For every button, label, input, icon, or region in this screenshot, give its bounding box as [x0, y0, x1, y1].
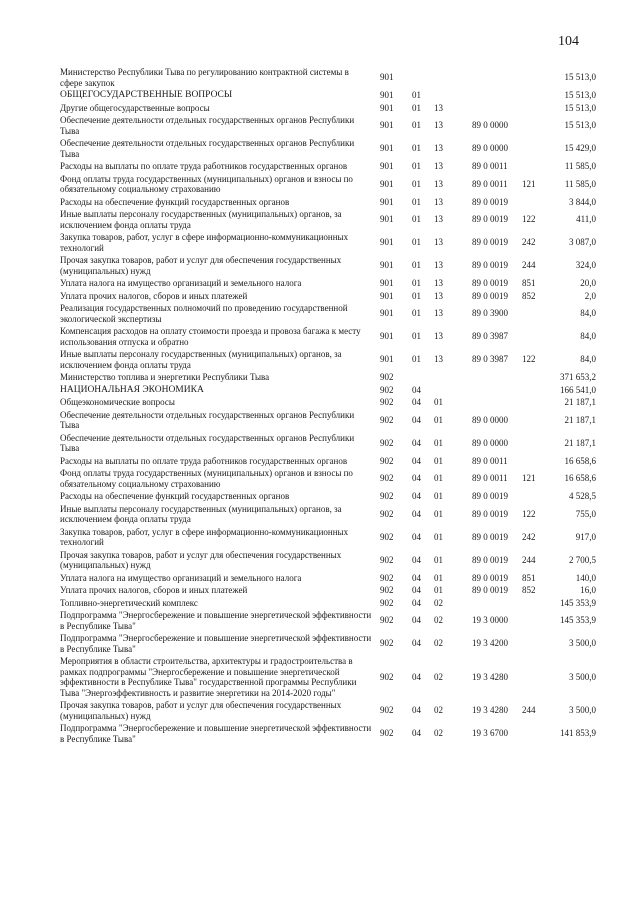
target-article-code: 89 0 3900 — [472, 308, 508, 319]
subsection-code: 02 — [434, 705, 443, 716]
line-item-name: Прочая закупка товаров, работ и услуг для обеспечения государственных (муниципальных) нужд — [60, 700, 342, 721]
expense-type-code — [522, 160, 552, 173]
expense-type-code — [522, 114, 552, 137]
subsection-code: 13 — [434, 354, 443, 365]
target-article-code — [472, 66, 522, 89]
section-code: 04 — [412, 455, 421, 466]
amount: 324,0 — [575, 260, 596, 271]
section-code: 04 — [412, 531, 421, 542]
table-row — [60, 455, 596, 468]
target-article-code: 89 0 0019 — [472, 572, 508, 583]
table-row — [60, 302, 596, 325]
expense-type-code — [522, 609, 552, 632]
table-row — [60, 231, 596, 254]
table-row — [60, 89, 596, 102]
expense-type-code — [522, 432, 552, 455]
table-row — [60, 277, 596, 290]
target-article-code: 19 3 4200 — [472, 638, 508, 649]
line-item-name: Реализация государственных полномочий по проведению государственной экологической экспертизы — [60, 303, 348, 324]
expense-type-code — [522, 302, 552, 325]
line-item-name: Министерство топлива и энергетики Республики Тыва — [60, 372, 270, 382]
ministry-code: 901 — [380, 260, 394, 271]
table-row — [60, 432, 596, 455]
amount: 3 844,0 — [569, 196, 596, 207]
expense-type-code: 122 — [522, 508, 536, 519]
amount: 141 853,9 — [560, 728, 596, 739]
line-item-name: Уплата налога на имущество организаций и земельного налога — [60, 278, 302, 288]
line-item-name: Подпрограмма "Энергосбережение и повышение энергетической эффективности в Республике Тыва" — [60, 723, 372, 744]
subsection-code: 02 — [434, 728, 443, 739]
line-item-name: Обеспечение деятельности отдельных государственных органов Республики Тыва — [60, 409, 355, 430]
section-code: 04 — [412, 384, 421, 395]
amount: 2,0 — [584, 290, 596, 301]
subsection-code: 01 — [434, 397, 443, 407]
line-item-name: Компенсация расходов на оплату стоимости проезда и провоза багажа к месту использования отпуска и обратно — [60, 326, 361, 347]
ministry-code: 902 — [380, 638, 394, 649]
ministry-code: 902 — [380, 473, 394, 484]
section-code: 04 — [412, 638, 421, 649]
subsection-code: 02 — [434, 615, 443, 626]
ministry-code: 902 — [380, 455, 394, 466]
table-row — [60, 173, 596, 196]
ministry-code: 902 — [380, 491, 394, 501]
ministry-code: 901 — [380, 237, 394, 248]
section-code: 04 — [412, 397, 421, 407]
table-row — [60, 325, 596, 348]
table-row — [60, 409, 596, 432]
target-article-code: 89 0 0011 — [472, 178, 508, 189]
table-row — [60, 722, 596, 745]
amount: 16 658,6 — [564, 473, 596, 484]
section-code: 04 — [412, 508, 421, 519]
expense-type-code: 121 — [522, 473, 536, 484]
subsection-code: 13 — [434, 214, 443, 225]
target-article-code: 89 0 3987 — [472, 354, 508, 365]
ministry-code: 901 — [380, 214, 394, 225]
ministry-code: 902 — [380, 414, 394, 425]
target-article-code — [472, 102, 522, 115]
subsection-code: 13 — [434, 278, 443, 288]
line-item-name: Министерство Республики Тыва по регулированию контрактной системы в сфере закупок — [60, 67, 349, 88]
target-article-code: 89 0 0019 — [472, 237, 508, 248]
amount: 15 429,0 — [564, 143, 596, 154]
section-code: 04 — [412, 572, 421, 583]
target-article-code: 19 3 6700 — [472, 728, 508, 739]
subsection-code: 01 — [434, 554, 443, 565]
subsection-code: 13 — [434, 178, 443, 189]
target-article-code: 89 0 3987 — [472, 331, 508, 342]
ministry-code: 902 — [380, 384, 394, 395]
subsection-code: 01 — [434, 585, 443, 595]
subsection-code: 13 — [434, 260, 443, 271]
ministry-code: 901 — [380, 278, 394, 288]
subsection-code: 02 — [434, 597, 443, 608]
ministry-code: 902 — [380, 597, 394, 608]
section-code: 01 — [412, 143, 421, 154]
section-code: 01 — [412, 90, 421, 100]
target-article-code — [472, 371, 522, 384]
subsection-code: 01 — [434, 473, 443, 484]
table-row — [60, 208, 596, 231]
target-article-code: 89 0 0019 — [472, 290, 508, 301]
table-row — [60, 348, 596, 371]
ministry-code: 902 — [380, 705, 394, 716]
section-code: 04 — [412, 615, 421, 626]
ministry-code: 902 — [380, 508, 394, 519]
amount: 15 513,0 — [564, 120, 596, 131]
amount: 84,0 — [580, 354, 596, 365]
ministry-code: 902 — [380, 554, 394, 565]
amount: 11 585,0 — [564, 161, 596, 171]
expense-type-code — [522, 196, 552, 209]
subsection-code: 13 — [434, 143, 443, 154]
table-row — [60, 584, 596, 597]
ministry-code: 901 — [380, 308, 394, 319]
section-code: 04 — [412, 585, 421, 595]
table-row — [60, 609, 596, 632]
expense-type-code — [522, 384, 552, 397]
expense-type-code: 122 — [522, 214, 536, 225]
page-number: 104 — [558, 34, 579, 49]
table-row — [60, 371, 596, 384]
section-code: 04 — [412, 597, 421, 608]
ministry-code: 901 — [380, 161, 394, 171]
amount: 3 087,0 — [569, 237, 596, 248]
table-row — [60, 490, 596, 503]
table-row — [60, 290, 596, 303]
line-item-name: Расходы на обеспечение функций государственных органов — [60, 491, 290, 501]
ministry-code: 901 — [380, 331, 394, 342]
target-article-code — [472, 384, 522, 397]
ministry-code: 901 — [380, 196, 394, 207]
table-row — [60, 137, 596, 160]
amount: 3 500,0 — [569, 638, 596, 649]
section-code: 01 — [412, 331, 421, 342]
line-item-name: ОБЩЕГОСУДАРСТВЕННЫЕ ВОПРОСЫ — [60, 90, 233, 100]
subsection-code: 01 — [434, 455, 443, 466]
expense-type-code — [522, 102, 552, 115]
subsection-code: 13 — [434, 308, 443, 319]
table-row — [60, 699, 596, 722]
amount: 166 541,0 — [560, 384, 596, 395]
amount: 15 513,0 — [564, 102, 596, 113]
ministry-code: 902 — [380, 397, 394, 407]
section-code: 01 — [412, 214, 421, 225]
table-row — [60, 597, 596, 610]
amount: 917,0 — [575, 531, 596, 542]
target-article-code: 89 0 0011 — [472, 473, 508, 484]
subsection-code: 01 — [434, 414, 443, 425]
expense-type-code — [522, 490, 552, 503]
ministry-code: 901 — [380, 290, 394, 301]
line-item-name: Общеэкономические вопросы — [60, 397, 175, 407]
ministry-code: 902 — [380, 531, 394, 542]
line-item-name: Иные выплаты персоналу государственных (муниципальных) органов, за исключением фонда оплаты труда — [60, 349, 342, 370]
target-article-code: 89 0 0019 — [472, 554, 508, 565]
target-article-code: 89 0 0019 — [472, 508, 508, 519]
expense-type-code — [522, 371, 552, 384]
table-row — [60, 549, 596, 572]
ministry-code: 901 — [380, 72, 394, 83]
expense-type-code: 244 — [522, 554, 536, 565]
section-code: 04 — [412, 491, 421, 501]
expense-type-code — [522, 409, 552, 432]
target-article-code: 89 0 0019 — [472, 196, 508, 207]
amount: 84,0 — [580, 331, 596, 342]
expense-type-code: 242 — [522, 531, 536, 542]
expense-type-code: 244 — [522, 705, 536, 716]
target-article-code: 89 0 0000 — [472, 120, 508, 131]
expense-type-code — [522, 597, 552, 610]
table-row — [60, 526, 596, 549]
target-article-code — [472, 597, 522, 610]
ministry-code: 902 — [380, 372, 394, 382]
amount: 20,0 — [580, 278, 596, 288]
target-article-code: 89 0 0019 — [472, 278, 508, 288]
expense-type-code: 121 — [522, 178, 536, 189]
line-item-name: Обеспечение деятельности отдельных государственных органов Республики Тыва — [60, 138, 355, 159]
expense-type-code — [522, 137, 552, 160]
budget-rows — [60, 66, 596, 745]
expense-type-code — [522, 722, 552, 745]
line-item-name: Мероприятия в области строительства, архитектуры и градостроительства в рамках подпрограммы "Энергосбережение и повышение энергетической эффективности в Республике Тыва" государственной программы Республики Тыва "Энергоэффективность и развитие энергетики на 2014-2020 годы" — [60, 656, 357, 698]
section-code: 01 — [412, 196, 421, 207]
line-item-name: Топливно-энергетический комплекс — [60, 597, 198, 608]
expense-type-code — [522, 455, 552, 468]
amount: 755,0 — [575, 508, 596, 519]
table-row — [60, 102, 596, 115]
section-code — [412, 66, 434, 89]
line-item-name: Расходы на выплаты по оплате труда работников государственных органов — [60, 161, 348, 171]
ministry-code: 901 — [380, 90, 394, 100]
expense-type-code: 852 — [522, 290, 536, 301]
section-code: 01 — [412, 178, 421, 189]
amount: 411,0 — [576, 214, 596, 225]
amount: 2 700,5 — [569, 554, 596, 565]
line-item-name: Прочая закупка товаров, работ и услуг для обеспечения государственных (муниципальных) нужд — [60, 549, 342, 570]
subsection-code: 13 — [434, 331, 443, 342]
section-code: 01 — [412, 237, 421, 248]
ministry-code: 901 — [380, 178, 394, 189]
line-item-name: Другие общегосударственные вопросы — [60, 102, 210, 113]
expense-type-code — [522, 89, 552, 102]
line-item-name: Подпрограмма "Энергосбережение и повышение энергетической эффективности в Республике Тыва" — [60, 633, 372, 654]
line-item-name: Уплата налога на имущество организаций и земельного налога — [60, 572, 302, 583]
section-code: 01 — [412, 308, 421, 319]
amount: 3 500,0 — [569, 705, 596, 716]
target-article-code: 89 0 0019 — [472, 531, 508, 542]
table-row — [60, 384, 596, 397]
ministry-code: 902 — [380, 671, 394, 682]
section-code: 01 — [412, 102, 421, 113]
ministry-code: 901 — [380, 102, 394, 113]
table-row — [60, 572, 596, 585]
ministry-code: 901 — [380, 354, 394, 365]
ministry-code: 902 — [380, 585, 394, 595]
table-row — [60, 66, 596, 89]
target-article-code — [472, 396, 522, 409]
subsection-code: 13 — [434, 196, 443, 207]
amount: 371 653,2 — [560, 372, 596, 382]
target-article-code — [472, 89, 522, 102]
table-row — [60, 467, 596, 490]
amount: 145 353,9 — [560, 615, 596, 626]
line-item-name: Закупка товаров, работ, услуг в сфере информационно-коммуникационных технологий — [60, 526, 349, 547]
budget-table — [60, 66, 596, 745]
amount: 11 585,0 — [564, 178, 596, 189]
section-code: 01 — [412, 354, 421, 365]
subsection-code: 13 — [434, 102, 443, 113]
section-code: 04 — [412, 705, 421, 716]
subsection-code: 01 — [434, 531, 443, 542]
line-item-name: Уплата прочих налогов, сборов и иных платежей — [60, 585, 248, 595]
expense-type-code — [522, 632, 552, 655]
section-code: 04 — [412, 728, 421, 739]
target-article-code: 89 0 0011 — [472, 161, 508, 171]
target-article-code: 19 3 0000 — [472, 615, 508, 626]
subsection-code: 01 — [434, 572, 443, 583]
amount: 21 187,1 — [564, 437, 596, 448]
target-article-code: 89 0 0019 — [472, 214, 508, 225]
line-item-name: НАЦИОНАЛЬНАЯ ЭКОНОМИКА — [60, 384, 204, 395]
table-row — [60, 160, 596, 173]
expense-type-code: 852 — [522, 585, 536, 595]
section-code: 04 — [412, 473, 421, 484]
expense-type-code — [522, 325, 552, 348]
amount: 3 500,0 — [569, 671, 596, 682]
line-item-name: Уплата прочих налогов, сборов и иных платежей — [60, 290, 248, 301]
section-code: 01 — [412, 120, 421, 131]
subsection-code: 01 — [434, 508, 443, 519]
ministry-code: 901 — [380, 143, 394, 154]
target-article-code: 19 3 4280 — [472, 705, 508, 716]
subsection-code: 13 — [434, 161, 443, 171]
target-article-code: 89 0 0019 — [472, 491, 508, 501]
subsection-code: 13 — [434, 120, 443, 131]
subsection-code: 01 — [434, 491, 443, 501]
target-article-code: 19 3 4280 — [472, 671, 508, 682]
expense-type-code: 851 — [522, 572, 536, 583]
expense-type-code — [522, 396, 552, 409]
table-row — [60, 396, 596, 409]
target-article-code: 89 0 0000 — [472, 414, 508, 425]
subsection-code — [434, 89, 472, 102]
amount: 4 528,5 — [569, 491, 596, 501]
ministry-code: 901 — [380, 120, 394, 131]
amount: 140,0 — [575, 572, 596, 583]
section-code: 04 — [412, 437, 421, 448]
subsection-code: 02 — [434, 638, 443, 649]
table-row — [60, 632, 596, 655]
line-item-name: Обеспечение деятельности отдельных государственных органов Республики Тыва — [60, 115, 355, 136]
subsection-code: 01 — [434, 437, 443, 448]
expense-type-code: 242 — [522, 237, 536, 248]
line-item-name: Обеспечение деятельности отдельных государственных органов Республики Тыва — [60, 432, 355, 453]
line-item-name: Расходы на выплаты по оплате труда работников государственных органов — [60, 455, 348, 466]
target-article-code: 89 0 0019 — [472, 585, 508, 595]
line-item-name: Прочая закупка товаров, работ и услуг для обеспечения государственных (муниципальных) нужд — [60, 255, 342, 276]
section-code: 01 — [412, 290, 421, 301]
subsection-code: 13 — [434, 237, 443, 248]
section-code: 01 — [412, 161, 421, 171]
target-article-code: 89 0 0000 — [472, 143, 508, 154]
section-code: 04 — [412, 671, 421, 682]
line-item-name: Иные выплаты персоналу государственных (муниципальных) органов, за исключением фонда оплаты труда — [60, 209, 342, 230]
expense-type-code: 244 — [522, 260, 536, 271]
subsection-code — [434, 66, 472, 89]
amount: 145 353,9 — [560, 597, 596, 608]
expense-type-code — [522, 655, 552, 699]
subsection-code — [434, 371, 472, 384]
ministry-code: 902 — [380, 572, 394, 583]
table-row — [60, 655, 596, 699]
section-code — [412, 371, 434, 384]
subsection-code: 02 — [434, 671, 443, 682]
amount: 16,0 — [580, 585, 596, 595]
target-article-code: 89 0 0019 — [472, 260, 508, 271]
expense-type-code — [522, 66, 552, 89]
amount: 15 513,0 — [564, 72, 596, 83]
line-item-name: Закупка товаров, работ, услуг в сфере информационно-коммуникационных технологий — [60, 232, 349, 253]
amount: 21 187,1 — [564, 414, 596, 425]
target-article-code: 89 0 0000 — [472, 437, 508, 448]
expense-type-code: 851 — [522, 278, 536, 288]
ministry-code: 902 — [380, 728, 394, 739]
target-article-code: 89 0 0011 — [472, 455, 508, 466]
section-code: 04 — [412, 554, 421, 565]
ministry-code: 902 — [380, 615, 394, 626]
amount: 21 187,1 — [564, 397, 596, 407]
amount: 84,0 — [580, 308, 596, 319]
section-code: 01 — [412, 278, 421, 288]
expense-type-code: 122 — [522, 354, 536, 365]
line-item-name: Фонд оплаты труда государственных (муниципальных) органов и взносы по обязательному социальному страхованию — [60, 173, 353, 194]
section-code: 01 — [412, 260, 421, 271]
table-row — [60, 114, 596, 137]
line-item-name: Расходы на обеспечение функций государственных органов — [60, 196, 290, 207]
table-row — [60, 254, 596, 277]
subsection-code — [434, 384, 472, 397]
table-row — [60, 196, 596, 209]
amount: 15 513,0 — [564, 90, 596, 100]
subsection-code: 13 — [434, 290, 443, 301]
amount: 16 658,6 — [564, 455, 596, 466]
section-code: 04 — [412, 414, 421, 425]
line-item-name: Подпрограмма "Энергосбережение и повышение энергетической эффективности в Республике Тыва" — [60, 610, 372, 631]
table-row — [60, 503, 596, 526]
ministry-code: 902 — [380, 437, 394, 448]
line-item-name: Фонд оплаты труда государственных (муниципальных) органов и взносы по обязательному социальному страхованию — [60, 468, 353, 489]
line-item-name: Иные выплаты персоналу государственных (муниципальных) органов, за исключением фонда оплаты труда — [60, 503, 342, 524]
